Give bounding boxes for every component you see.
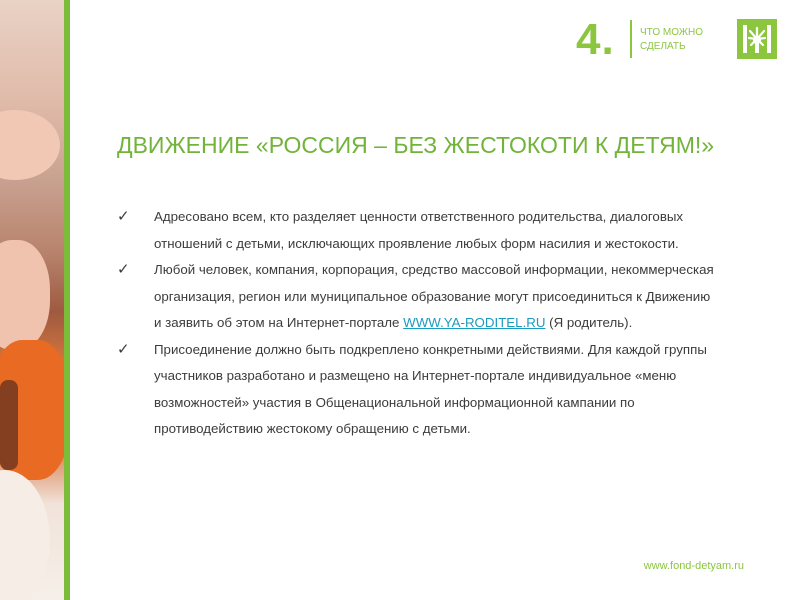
- children-hands-photo: [0, 0, 64, 600]
- footer-website-url[interactable]: www.fond-detyam.ru: [643, 560, 744, 572]
- logo-graphic: [737, 19, 777, 59]
- photo-shadow-shape: [0, 380, 18, 470]
- bullet-item: [117, 204, 717, 257]
- photo-hand-shape: [0, 110, 60, 180]
- bullet-item: [117, 337, 717, 443]
- section-number: 4.: [576, 15, 615, 64]
- bullet-text: Присоединение должно быть подкреплено конкретными действиями. Для каждой группы участников разработано и размещено на Интернет-портале индивидуальное «меню возможностей» участия в Общенациональной информационной кампании по противодействию жестокому обращению с детьми.: [154, 341, 707, 436]
- photo-face-shape: [0, 470, 50, 600]
- checkmark-icon: ✓: [117, 340, 130, 358]
- bullet-text: Адресовано всем, кто разделяет ценности ответственного родительства, диалоговых отношений с детьми, исключающих проявление любых форм насилия и жестокости.: [154, 209, 684, 251]
- slide-title: ДВИЖЕНИЕ «РОССИЯ – БЕЗ ЖЕСТОКОТИ К ДЕТЯМ!»: [117, 132, 715, 158]
- checkmark-icon: ✓: [117, 261, 130, 278]
- bullet-text: (Я родитель).: [545, 315, 633, 330]
- bullet-item: [117, 257, 717, 337]
- section-title: ЧТО МОЖНО СДЕЛАТЬ: [640, 27, 704, 52]
- section-divider: [630, 20, 632, 58]
- photo-hand-shape: [0, 240, 50, 350]
- hands-tree-logo-icon[interactable]: [737, 19, 777, 59]
- bullet-list: [117, 204, 717, 443]
- ya-roditel-link[interactable]: WWW.YA-RODITEL.RU: [403, 315, 546, 330]
- bullet-text: Любой человек, компания, корпорация, средство массовой информации, некоммерческая организация, регион или муниципальное образование могут присоединиться к Движению и заявить об этом на Интернет-портале: [154, 262, 714, 330]
- green-accent-bar: [64, 0, 70, 600]
- checkmark-icon: ✓: [117, 208, 130, 225]
